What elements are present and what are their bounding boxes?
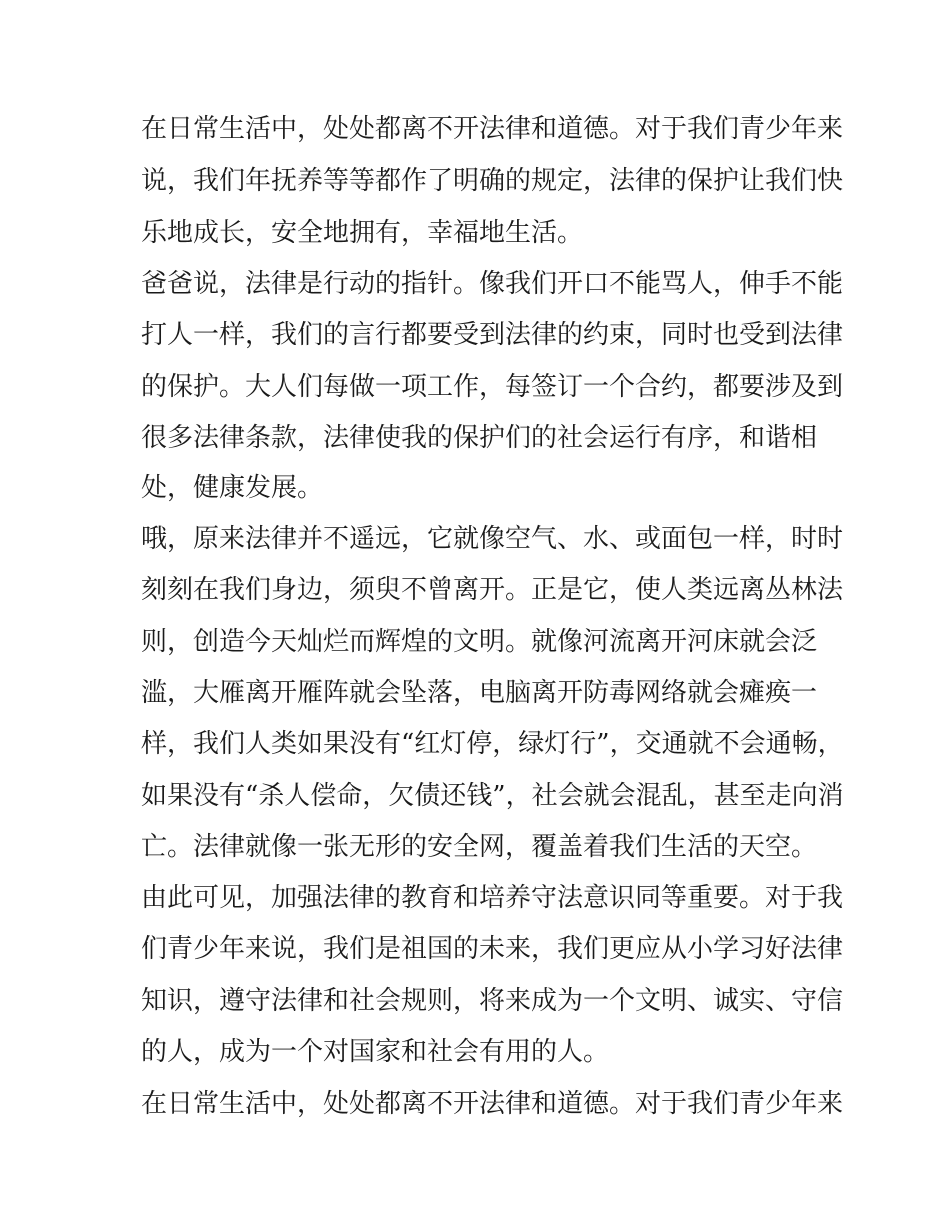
text-line: 哦，原来法律并不遥远，它就像空气、水、或面包一样，时时 xyxy=(141,524,844,554)
text-line: 刻刻在我们身边，须臾不曾离开。正是它，使人类远离丛林法 xyxy=(141,575,844,605)
text-line: 爸爸说，法律是行动的指针。像我们开口不能骂人，伸手不能 xyxy=(141,269,844,299)
text-line: 很多法律条款，法律使我的保护们的社会运行有序，和谐相 xyxy=(141,423,818,453)
text-line: 亡。法律就像一张无形的安全网，覆盖着我们生活的天空。 xyxy=(141,832,818,862)
text-line: 的人，成为一个对国家和社会有用的人。 xyxy=(141,1037,610,1067)
text-line: 滥，大雁离开雁阵就会坠落，电脑离开防毒网络就会瘫痪一 xyxy=(141,678,818,708)
text-line: 打人一样，我们的言行都要受到法律的约束，同时也受到法律 xyxy=(141,320,844,350)
text-line: 在日常生活中，处处都离不开法律和道德。对于我们青少年来 xyxy=(141,1089,844,1119)
text-line: 由此可见，加强法律的教育和培养守法意识同等重要。对于我 xyxy=(141,883,844,913)
text-line: 的保护。大人们每做一项工作，每签订一个合约，都要涉及到 xyxy=(141,372,844,402)
text-line: 则，创造今天灿烂而辉煌的文明。就像河流离开河床就会泛 xyxy=(141,627,818,657)
text-line: 知识，遵守法律和社会规则，将来成为一个文明、诚实、守信 xyxy=(141,986,844,1016)
text-line: 们青少年来说，我们是祖国的未来，我们更应从小学习好法律 xyxy=(141,934,844,964)
text-line: 说，我们年抚养等等都作了明确的规定，法律的保护让我们快 xyxy=(141,166,844,196)
text-line: 如果没有“杀人偿命，欠债还钱”，社会就会混乱，甚至走向消 xyxy=(141,781,844,811)
text-line: 乐地成长，安全地拥有，幸福地生活。 xyxy=(141,218,584,248)
text-line: 样，我们人类如果没有“红灯停，绿灯行”，交通就不会通畅， xyxy=(141,729,844,759)
text-line: 在日常生活中，处处都离不开法律和道德。对于我们青少年来 xyxy=(141,114,844,144)
text-line: 处，健康发展。 xyxy=(141,473,324,503)
